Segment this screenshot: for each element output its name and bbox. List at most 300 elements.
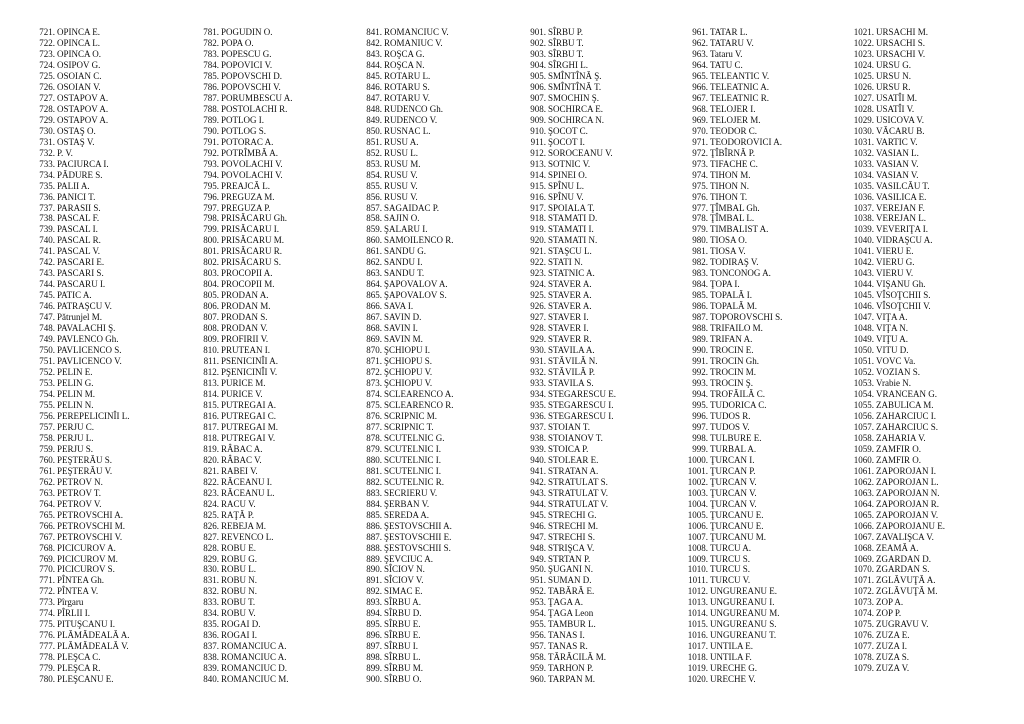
entry-name: PLĂMĂDEALĂ A.	[57, 630, 130, 641]
entry-name: OSTAPOV A.	[57, 92, 109, 103]
entry-number: 724.	[39, 59, 55, 70]
list-item	[358, 575, 526, 586]
entry-name: ŢURCAN V.	[710, 487, 757, 498]
list-item	[358, 235, 526, 246]
entry-number: 982.	[692, 257, 708, 268]
entry-name: SIMAC E.	[384, 586, 423, 597]
list-item	[680, 82, 848, 93]
list-item	[195, 564, 363, 575]
list-item	[195, 257, 363, 268]
entry-name: SÎRBU T.	[548, 48, 584, 59]
entry-name: RUSU M.	[384, 158, 421, 169]
entry-number: 779.	[39, 663, 55, 674]
list-item	[358, 389, 526, 400]
entry-name: PROFIRII V.	[221, 334, 269, 345]
entry-name: POPOVSCHI V.	[221, 81, 281, 92]
list-item	[358, 246, 526, 257]
entry-number: 1022.	[853, 37, 874, 48]
list-item	[358, 181, 526, 192]
entry-number: 878.	[366, 432, 382, 443]
entry-name: REVENCO L.	[221, 531, 274, 542]
entry-number: 1029.	[853, 114, 874, 125]
entry-number: 742.	[39, 257, 55, 268]
list-item	[522, 433, 690, 444]
list-item	[31, 345, 199, 356]
entry-number: 962.	[692, 37, 708, 48]
list-item	[522, 608, 690, 619]
entry-number: 850.	[366, 125, 382, 136]
entry-name: TANAS I.	[548, 630, 585, 641]
entry-name: PETROVSCHI V.	[57, 531, 123, 542]
entry-name: OSTAŞ O.	[57, 125, 96, 136]
list-item	[846, 246, 1014, 257]
list-item	[358, 126, 526, 137]
list-item	[31, 444, 199, 455]
entry-name: PERJU L.	[57, 432, 94, 443]
list-item	[31, 301, 199, 312]
entry-number: 973.	[692, 158, 708, 169]
entry-number: 866.	[366, 301, 382, 312]
entry-name: SAVIN I.	[384, 323, 418, 334]
entry-number: 870.	[366, 345, 382, 356]
entry-number: 855.	[366, 180, 382, 191]
entry-name: PANICI T.	[57, 191, 96, 202]
list-item	[680, 60, 848, 71]
entry-number: 957.	[530, 641, 546, 652]
entry-name: SÎRBU L.	[384, 652, 421, 663]
entry-name: ŢÎBÎRNĂ P.	[710, 147, 756, 158]
entry-number: 1056.	[853, 410, 874, 421]
entry-number: 1053.	[853, 378, 874, 388]
entry-name: SMOCHIN Ş.	[548, 92, 600, 103]
list-item	[680, 290, 848, 301]
entry-number: 886.	[366, 520, 382, 531]
entry-number: 944.	[530, 498, 546, 509]
entry-number: 767.	[39, 531, 55, 542]
entry-name: SANDU G.	[384, 246, 427, 257]
entry-name: STAVER I.	[548, 312, 589, 323]
entry-name: URECHE V.	[710, 674, 756, 685]
entry-name: PAVLICENCO V.	[57, 356, 122, 367]
column-3	[358, 27, 526, 685]
entry-number: 1036.	[853, 191, 874, 202]
entry-name: POTORAC A.	[221, 136, 274, 147]
entry-number: 1027.	[853, 92, 874, 103]
list-item	[358, 49, 526, 60]
entry-number: 747.	[39, 312, 55, 323]
entry-name: ŢOPA I.	[710, 279, 740, 290]
entry-number: 1064.	[853, 498, 874, 509]
list-item	[846, 38, 1014, 49]
list-item	[195, 663, 363, 674]
entry-number: 989.	[692, 334, 708, 345]
entry-number: 927.	[530, 312, 546, 323]
entry-number: 906.	[530, 81, 546, 92]
list-item	[846, 564, 1014, 575]
entry-number: 750.	[39, 345, 55, 356]
entry-name: SÎRBU E.	[384, 630, 421, 641]
entry-number: 775.	[39, 619, 55, 630]
entry-name: TATARU V.	[710, 37, 754, 48]
entry-name: ZGLĂVUŢĂ M.	[876, 586, 938, 597]
entry-name: STOIAN T.	[548, 421, 591, 432]
entry-number: 979.	[692, 224, 708, 235]
entry-number: 756.	[39, 410, 55, 421]
list-item	[195, 586, 363, 597]
list-item	[358, 356, 526, 367]
list-item	[522, 630, 690, 641]
entry-number: 820.	[203, 454, 219, 465]
entry-number: 975.	[692, 180, 708, 191]
entry-number: 926.	[530, 301, 546, 312]
entry-number: 939.	[530, 443, 546, 454]
entry-name: TOPALĂ I.	[710, 290, 753, 301]
entry-name: PRODAN S.	[221, 312, 268, 323]
entry-number: 829.	[203, 553, 219, 564]
entry-number: 1030.	[853, 125, 874, 136]
entry-name: PUTREGAI M.	[221, 421, 279, 432]
list-item	[846, 312, 1014, 323]
entry-number: 998.	[692, 432, 708, 443]
entry-number: 1058.	[853, 432, 874, 443]
entry-name: TELEANTIC V.	[710, 70, 770, 81]
entry-number: 748.	[39, 323, 55, 334]
list-item	[31, 597, 199, 608]
entry-number: 755.	[39, 399, 55, 410]
list-item	[680, 422, 848, 433]
entry-number: 793.	[203, 158, 219, 169]
entry-number: 974.	[692, 169, 708, 180]
list-item	[358, 433, 526, 444]
entry-number: 788.	[203, 103, 219, 114]
entry-name: Vrabie N.	[876, 378, 911, 388]
entry-number: 1069.	[853, 553, 874, 564]
entry-number: 936.	[530, 410, 546, 421]
entry-name: ROTARU S.	[384, 81, 430, 92]
entry-number: 946.	[530, 520, 546, 531]
entry-name: SANDU T.	[384, 268, 425, 279]
entry-name: PĂDURE S.	[57, 169, 103, 180]
entry-name: TARHON P.	[548, 663, 594, 674]
list-item	[31, 290, 199, 301]
list-item	[522, 674, 690, 685]
entry-name: PASCAL F.	[57, 213, 100, 224]
entry-number: 784.	[203, 59, 219, 70]
entry-number: 918.	[530, 213, 546, 224]
entry-number: 726.	[39, 81, 55, 92]
entry-name: TIOSA V.	[710, 246, 746, 257]
list-item	[680, 170, 848, 181]
entry-number: 1077.	[853, 641, 874, 652]
list-item	[522, 137, 690, 148]
column-4	[522, 27, 690, 685]
entry-name: TROFĂILĂ C.	[710, 388, 766, 399]
list-item	[522, 60, 690, 71]
list-item	[680, 356, 848, 367]
entry-name: ŞESTOVSCHII E.	[384, 531, 452, 542]
entry-number: 1015.	[687, 619, 708, 630]
entry-name: PURICE V.	[221, 388, 263, 399]
entry-name: TELOJER I.	[710, 103, 756, 114]
entry-number: 1062.	[853, 476, 874, 487]
entry-number: 877.	[366, 421, 382, 432]
list-item	[522, 192, 690, 203]
list-item	[31, 137, 199, 148]
list-item	[195, 554, 363, 565]
list-item	[846, 400, 1014, 411]
entry-number: 753.	[39, 378, 55, 388]
entry-number: 891.	[366, 575, 382, 586]
entry-name: RACU V.	[221, 498, 256, 509]
entry-number: 841.	[366, 27, 382, 37]
list-item	[31, 115, 199, 126]
entry-name: ŞESTOVSCHII A.	[384, 520, 452, 531]
entry-name: ŢURCAN I.	[710, 454, 755, 465]
list-item	[358, 499, 526, 510]
list-item	[680, 137, 848, 148]
list-item	[358, 378, 526, 389]
entry-number: 1037.	[853, 202, 874, 213]
entry-name: PACIURCA I.	[57, 158, 109, 169]
entry-number: 1035.	[853, 180, 874, 191]
list-item	[195, 334, 363, 345]
column-5	[680, 27, 848, 685]
entry-number: 869.	[366, 334, 382, 345]
list-item	[358, 455, 526, 466]
entry-number: 762.	[39, 476, 55, 487]
entry-name: OSTAPOV A.	[57, 114, 109, 125]
list-item	[846, 378, 1014, 389]
entry-name: PEREPELICINÎI L.	[57, 410, 130, 421]
entry-name: PLEŞCA C.	[57, 652, 101, 663]
entry-number: 780.	[39, 674, 55, 685]
entry-number: 937.	[530, 421, 546, 432]
list-item	[195, 323, 363, 334]
list-item	[522, 521, 690, 532]
entry-number: 972.	[692, 147, 708, 158]
list-item	[680, 334, 848, 345]
entry-name: SCUTELNIC G.	[384, 432, 445, 443]
entry-name: PASCARI E.	[57, 257, 105, 268]
entry-number: 1061.	[853, 465, 874, 476]
entry-name: TURBAL A.	[710, 443, 757, 454]
entry-name: STAVER A.	[548, 279, 592, 290]
entry-number: 992.	[692, 367, 708, 378]
list-item	[358, 27, 526, 38]
entry-name: Pîrgaru	[57, 597, 84, 608]
list-item	[31, 575, 199, 586]
entry-number: 751.	[39, 356, 55, 367]
list-item	[680, 564, 848, 575]
entry-name: ŞAPOVALOV S.	[384, 290, 447, 301]
entry-number: 1000.	[687, 454, 708, 465]
entry-name: ROMANIUC V.	[384, 37, 443, 48]
list-item	[522, 38, 690, 49]
entry-number: 865.	[366, 290, 382, 301]
entry-number: 911.	[530, 136, 546, 147]
entry-name: ZAPOROJAN N.	[876, 487, 940, 498]
entry-number: 996.	[692, 410, 708, 421]
list-item	[522, 422, 690, 433]
entry-name: PICICUROV A.	[57, 542, 116, 553]
entry-name: PITUŞCANU I.	[57, 619, 116, 630]
entry-name: TURCU A.	[710, 542, 752, 553]
list-item	[195, 367, 363, 378]
entry-name: TEODOROVICI A.	[710, 136, 782, 147]
entry-name: ROBU L.	[221, 564, 257, 575]
list-item	[195, 466, 363, 477]
list-item	[358, 312, 526, 323]
entry-name: VASILCĂU T.	[876, 180, 930, 191]
entry-name: RABEI V.	[221, 465, 258, 476]
entry-name: SÎRBU A.	[384, 597, 422, 608]
list-item	[846, 290, 1014, 301]
entry-number: 912.	[530, 147, 546, 158]
entry-number: 1028.	[853, 103, 874, 114]
entry-name: PELIN N.	[57, 399, 94, 410]
entry-name: ŞOCOT C.	[548, 125, 588, 136]
list-item	[31, 378, 199, 389]
list-item	[846, 608, 1014, 619]
entry-name: ŢAGA Leon	[548, 608, 594, 619]
list-item	[680, 597, 848, 608]
list-item	[846, 279, 1014, 290]
entry-name: ROBU N.	[221, 575, 258, 586]
entry-name: ZUZA S.	[876, 652, 910, 663]
entry-name: ZAPOROJAN I.	[876, 465, 937, 476]
list-item	[846, 488, 1014, 499]
entry-number: 818.	[203, 432, 219, 443]
entry-number: 1009.	[687, 553, 708, 564]
entry-number: 959.	[530, 663, 546, 674]
list-item	[522, 27, 690, 38]
entry-number: 915.	[530, 180, 546, 191]
entry-name: ROBU V.	[221, 608, 256, 619]
list-item	[846, 444, 1014, 455]
list-item	[680, 224, 848, 235]
entry-name: PRISĂCARU S.	[221, 257, 282, 268]
list-item	[522, 663, 690, 674]
entry-name: VIDRAŞCU A.	[876, 235, 933, 246]
list-item	[195, 115, 363, 126]
entry-name: STEGARESCU I.	[548, 410, 614, 421]
entry-name: TRIFAN A.	[710, 334, 753, 345]
list-item	[31, 477, 199, 488]
list-item	[846, 323, 1014, 334]
entry-number: 794.	[203, 169, 219, 180]
entry-name: PROCOPII M.	[221, 279, 275, 290]
list-item	[680, 159, 848, 170]
list-item	[846, 235, 1014, 246]
entry-number: 971.	[692, 136, 708, 147]
column-6	[846, 27, 1014, 674]
entry-name: PUTREGAI V.	[221, 432, 276, 443]
entry-number: 1017.	[687, 641, 708, 652]
list-item	[31, 71, 199, 82]
entry-number: 782.	[203, 37, 219, 48]
entry-number: 985.	[692, 290, 708, 301]
entry-number: 1065.	[853, 509, 874, 520]
entry-name: ROMANCIUC M.	[221, 674, 289, 685]
entry-number: 1073.	[853, 597, 874, 608]
list-item	[680, 663, 848, 674]
entry-number: 765.	[39, 509, 55, 520]
list-item	[195, 477, 363, 488]
entry-number: 904.	[530, 59, 546, 70]
entry-number: 849.	[366, 114, 382, 125]
list-item	[31, 213, 199, 224]
entry-name: ŞALARU I.	[384, 224, 428, 235]
list-item	[680, 433, 848, 444]
list-item	[522, 499, 690, 510]
entry-number: 948.	[530, 542, 546, 553]
entry-name: ŢURCAN V.	[710, 476, 757, 487]
entry-number: 940.	[530, 454, 546, 465]
list-item	[522, 554, 690, 565]
entry-name: POTLOG S.	[221, 125, 267, 136]
entry-name: TRIFAILO M.	[710, 323, 763, 334]
list-item	[31, 554, 199, 565]
list-item	[195, 433, 363, 444]
list-item	[680, 543, 848, 554]
entry-name: TROCIN M.	[710, 367, 757, 378]
entry-name: RUSU V.	[384, 191, 418, 202]
list-item	[846, 521, 1014, 532]
entry-name: SAVA I.	[384, 301, 414, 312]
entry-name: ROTARU L.	[384, 70, 431, 81]
list-item	[846, 652, 1014, 663]
list-item	[680, 378, 848, 389]
entry-number: 874.	[366, 388, 382, 399]
list-item	[358, 257, 526, 268]
entry-number: 951.	[530, 575, 546, 586]
entry-name: ZGARDAN D.	[876, 553, 931, 564]
entry-name: STRECHI M.	[548, 520, 599, 531]
entry-name: SAJIN O.	[384, 213, 420, 224]
entry-number: 965.	[692, 70, 708, 81]
list-item	[358, 115, 526, 126]
entry-number: 805.	[203, 290, 219, 301]
entry-number: 1050.	[853, 345, 874, 356]
entry-number: 945.	[530, 509, 546, 520]
entry-number: 952.	[530, 586, 546, 597]
list-item	[846, 433, 1014, 444]
entry-name: PERJU S.	[57, 443, 94, 454]
entry-number: 1014.	[687, 608, 708, 619]
list-item	[31, 181, 199, 192]
list-item	[195, 126, 363, 137]
entry-name: STRTAN P.	[548, 553, 591, 564]
entry-name: ROGAI D.	[221, 619, 261, 630]
entry-name: UNTILA E.	[710, 641, 753, 652]
list-item	[31, 466, 199, 477]
entry-name: RUSU V.	[384, 169, 418, 180]
list-item	[358, 367, 526, 378]
entry-name: STEGARESCU E.	[548, 388, 617, 399]
list-item	[680, 181, 848, 192]
entry-name: VITU D.	[876, 345, 909, 356]
list-item	[680, 38, 848, 49]
list-item	[358, 192, 526, 203]
entry-number: 919.	[530, 224, 546, 235]
entry-number: 1071.	[853, 575, 874, 586]
entry-number: 792.	[203, 147, 219, 158]
list-item	[358, 104, 526, 115]
list-item	[358, 170, 526, 181]
entry-name: ZAHARCIUC I.	[876, 410, 936, 421]
entry-number: 990.	[692, 345, 708, 356]
entry-number: 790.	[203, 125, 219, 136]
